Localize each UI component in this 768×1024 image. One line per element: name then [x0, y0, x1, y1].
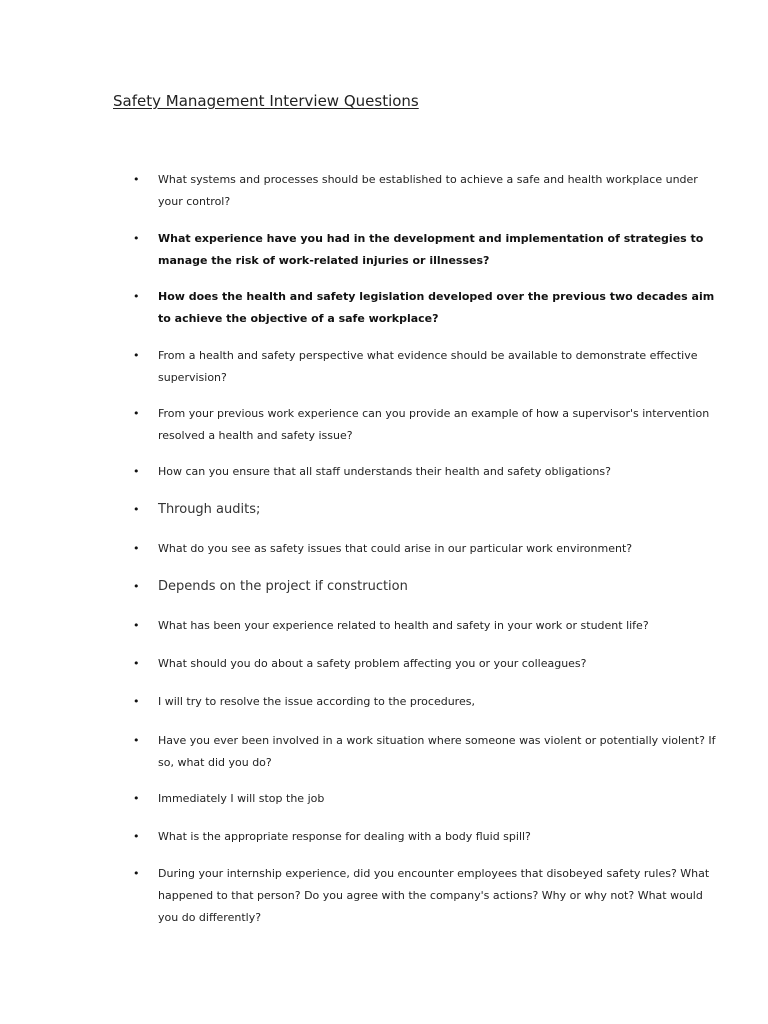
bullet-marker: • [133, 542, 140, 555]
bullet-marker: • [133, 619, 140, 632]
item-text: From a health and safety perspective what evidence should be available to demonstrate effective supervision? [158, 349, 698, 384]
bullet-marker: • [133, 792, 140, 805]
item-text: How does the health and safety legislation developed over the previous two decades aim to achieve the objective of a safe workplace? [158, 290, 715, 325]
item-text: What do you see as safety issues that could arise in our particular work environment? [158, 542, 633, 555]
item-text: Through audits; [158, 502, 261, 517]
item-text: Immediately I will stop the job [158, 792, 325, 805]
item-text: Depends on the project if construction [158, 579, 408, 594]
bullet-marker: • [133, 503, 140, 516]
item-text: What experience have you had in the development and implementation of strategies to manage the risk of work-related injuries or illnesses? [158, 232, 704, 267]
item-text: What should you do about a safety problem affecting you or your colleagues? [158, 657, 587, 670]
bullet-marker: • [133, 580, 140, 593]
bullet-marker: • [133, 173, 140, 186]
item-text: During your internship experience, did you encounter employees that disobeyed safety rules? What happened to that person? Do you agree with the company's actions? Why or why not? What would you do differently? [158, 867, 710, 924]
bullet-marker: • [133, 657, 140, 670]
item-text: From your previous work experience can you provide an example of how a supervisor's intervention resolved a health and safety issue? [158, 407, 710, 442]
item-text: Have you ever been involved in a work situation where someone was violent or potentially violent? If so, what did you do? [158, 734, 716, 769]
bullet-marker: • [133, 232, 140, 245]
item-text: How can you ensure that all staff understands their health and safety obligations? [158, 465, 611, 478]
bullet-marker: • [133, 290, 140, 303]
item-text: What has been your experience related to health and safety in your work or student life? [158, 619, 649, 632]
bullet-marker: • [133, 830, 140, 843]
bullet-marker: • [133, 867, 140, 880]
bullet-marker: • [133, 695, 140, 708]
item-text: What is the appropriate response for dealing with a body fluid spill? [158, 830, 531, 843]
document-title: Safety Management Interview Questions [113, 92, 419, 110]
bullet-marker: • [133, 734, 140, 747]
bullet-marker: • [133, 349, 140, 362]
bullet-marker: • [133, 407, 140, 420]
bullet-marker: • [133, 465, 140, 478]
item-text: What systems and processes should be established to achieve a safe and health workplace under your control? [158, 173, 698, 208]
item-text: I will try to resolve the issue according to the procedures, [158, 695, 475, 708]
